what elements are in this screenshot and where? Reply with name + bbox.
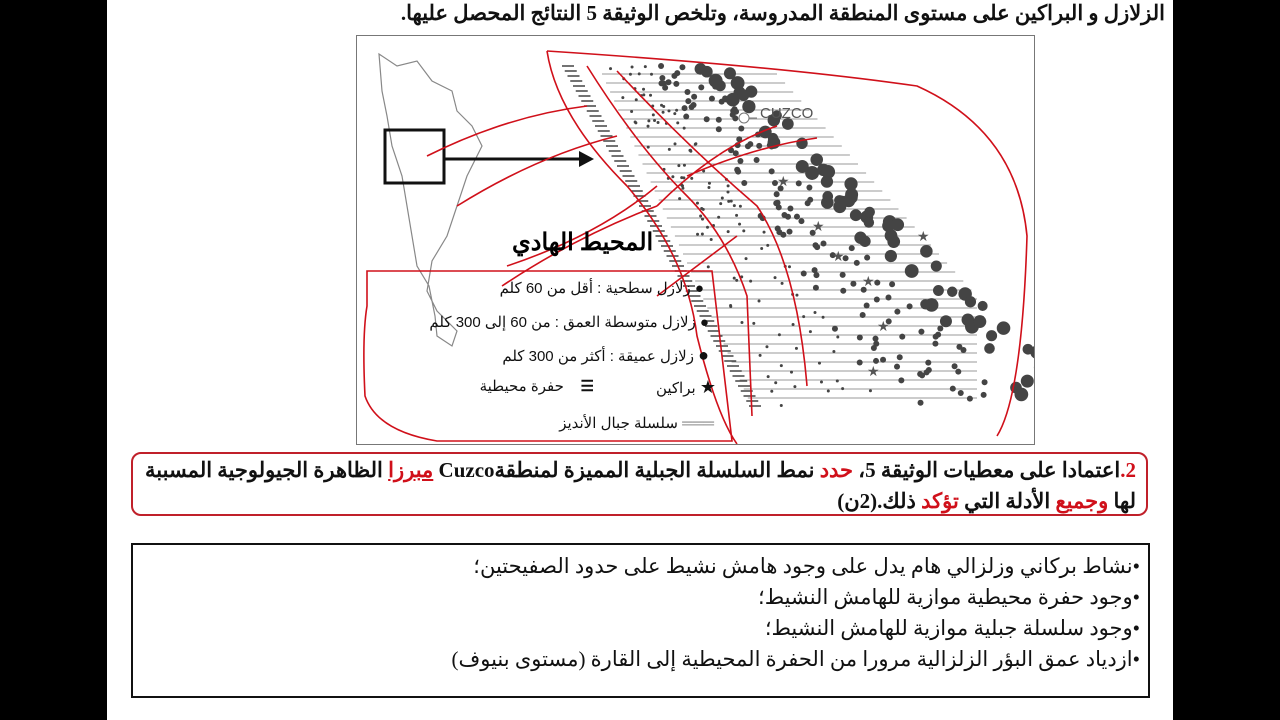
earthquake-dot bbox=[709, 96, 715, 102]
earthquake-dot bbox=[844, 177, 857, 190]
earthquake-dot bbox=[820, 380, 823, 383]
earthquake-dot bbox=[738, 126, 744, 132]
earthquake-dot bbox=[920, 299, 930, 309]
question-highlight: وجميع bbox=[1055, 489, 1109, 513]
earthquake-dot bbox=[978, 301, 988, 311]
question-text: نمط السلسلة الجبلية المميزة لمنطقة bbox=[494, 458, 820, 482]
earthquake-dot bbox=[905, 264, 919, 278]
question-text: ذلك.(2ن) bbox=[837, 489, 922, 513]
earthquake-dot bbox=[806, 184, 812, 190]
earthquake-dot bbox=[742, 229, 745, 232]
earthquake-dot bbox=[704, 116, 710, 122]
earthquake-dot bbox=[899, 334, 905, 340]
earthquake-dot bbox=[778, 333, 781, 336]
earthquake-dot bbox=[716, 126, 722, 132]
earthquake-dot bbox=[657, 121, 660, 124]
earthquake-dot bbox=[698, 84, 704, 90]
earthquake-dot bbox=[747, 141, 753, 147]
earthquake-dot bbox=[662, 111, 665, 114]
earthquake-dot bbox=[781, 212, 787, 218]
earthquake-dot bbox=[652, 113, 655, 116]
earthquake-dot bbox=[805, 200, 811, 206]
earthquake-dot bbox=[735, 214, 738, 217]
earthquake-dot bbox=[677, 164, 680, 167]
earthquake-dot bbox=[894, 364, 900, 370]
earthquake-dot bbox=[854, 260, 860, 266]
earthquake-dot bbox=[721, 196, 724, 199]
earthquake-dot bbox=[690, 177, 693, 180]
earthquake-dot bbox=[776, 229, 782, 235]
locator-box bbox=[385, 130, 444, 183]
earthquake-dot bbox=[668, 148, 671, 151]
earthquake-dot bbox=[849, 245, 855, 251]
earthquake-dot bbox=[699, 214, 702, 217]
question-text: اعتمادا على معطيات الوثيقة 5، bbox=[853, 458, 1121, 482]
city-label: CUZCO bbox=[760, 105, 814, 122]
earthquake-dot bbox=[864, 207, 875, 218]
earthquake-dot bbox=[691, 102, 697, 108]
earthquake-dot bbox=[781, 282, 784, 285]
earthquake-dot bbox=[1023, 344, 1034, 355]
earthquake-dot bbox=[673, 81, 679, 87]
earthquake-dot bbox=[659, 75, 665, 81]
earthquake-dot bbox=[630, 110, 633, 113]
earthquake-dot bbox=[827, 389, 830, 392]
earthquake-dot bbox=[836, 335, 839, 338]
legend-trench: ☰ حفرة محيطية bbox=[479, 378, 594, 395]
earthquake-dot bbox=[760, 247, 763, 250]
earthquake-dot bbox=[809, 330, 812, 333]
earthquake-dot bbox=[947, 287, 957, 297]
earthquake-dot bbox=[925, 360, 931, 366]
earthquake-dot bbox=[1021, 375, 1034, 388]
earthquake-dot bbox=[647, 146, 650, 149]
earthquake-dot bbox=[717, 216, 720, 219]
earthquake-dot bbox=[940, 315, 952, 327]
document-page bbox=[107, 0, 1173, 720]
earthquake-dot bbox=[850, 209, 862, 221]
earthquake-dot bbox=[719, 202, 722, 205]
ocean-label: المحيط الهادي bbox=[512, 230, 654, 256]
earthquake-dot bbox=[788, 265, 791, 268]
earthquake-dot bbox=[894, 309, 900, 315]
earthquake-dot bbox=[955, 369, 961, 375]
earthquake-dot bbox=[707, 265, 710, 268]
earthquake-dot bbox=[821, 175, 833, 187]
earthquake-dot bbox=[770, 390, 773, 393]
earthquake-dot bbox=[795, 347, 798, 350]
earthquake-dot bbox=[724, 67, 736, 79]
earthquake-dot bbox=[898, 377, 904, 383]
earthquake-dot bbox=[986, 330, 997, 341]
earthquake-dot bbox=[787, 206, 793, 212]
earthquake-dot bbox=[708, 182, 711, 185]
earthquake-dot bbox=[874, 280, 880, 286]
star-icon: ★ bbox=[699, 377, 716, 397]
earthquake-dot bbox=[767, 375, 770, 378]
earthquake-dot bbox=[696, 202, 699, 205]
earthquake-dot bbox=[706, 226, 709, 229]
earthquake-dot bbox=[973, 315, 986, 328]
earthquake-dot bbox=[795, 294, 798, 297]
earthquake-dot bbox=[765, 345, 768, 348]
earthquake-dot bbox=[885, 250, 897, 262]
earthquake-dot bbox=[793, 385, 796, 388]
earthquake-dot bbox=[631, 65, 634, 68]
earthquake-dot bbox=[814, 244, 820, 250]
earthquake-dot bbox=[859, 236, 870, 247]
earthquake-dot bbox=[735, 169, 741, 175]
earthquake-dot bbox=[680, 176, 683, 179]
earthquake-dot bbox=[679, 64, 685, 70]
earthquake-dot bbox=[857, 360, 863, 366]
earthquake-dot bbox=[818, 362, 821, 365]
earthquake-dot bbox=[754, 157, 760, 163]
earthquake-dot bbox=[796, 160, 809, 173]
earthquake-dot bbox=[756, 143, 762, 149]
question-2 bbox=[131, 452, 1148, 516]
earthquake-dot bbox=[790, 371, 793, 374]
cuzco-marker bbox=[739, 113, 749, 123]
earthquake-dot bbox=[716, 117, 722, 123]
earthquake-dot bbox=[675, 109, 678, 112]
earthquake-dot bbox=[658, 63, 664, 69]
earthquake-dot bbox=[671, 175, 674, 178]
volcano-star-icon: ★ bbox=[867, 364, 880, 380]
hatching-symbol-icon: ═══ bbox=[682, 415, 714, 432]
earthquake-dot bbox=[700, 207, 703, 210]
earthquake-dot bbox=[682, 105, 688, 111]
earthquake-dot bbox=[850, 281, 856, 287]
earthquake-dot bbox=[836, 379, 839, 382]
earthquake-dot bbox=[647, 119, 650, 122]
legend-intermediate: ● زلازل متوسطة العمق : من 60 إلى 300 كلم bbox=[429, 314, 709, 331]
earthquake-dot bbox=[918, 329, 924, 335]
document-5-map bbox=[356, 35, 1035, 445]
earthquake-dot bbox=[727, 184, 730, 187]
earthquake-dot bbox=[857, 334, 863, 340]
earthquake-dot bbox=[742, 100, 755, 113]
earthquake-dot bbox=[802, 315, 805, 318]
question-text: الظاهرة الجيولوجية المسببة لها bbox=[145, 458, 1136, 513]
earthquake-dot bbox=[707, 186, 710, 189]
legend-volcanoes: ★ براكين bbox=[655, 377, 716, 397]
earthquake-dot bbox=[715, 80, 726, 91]
volcano-star-icon: ★ bbox=[862, 274, 875, 290]
earthquake-dot bbox=[794, 214, 800, 220]
trench-symbol-icon: ☰ bbox=[580, 378, 594, 395]
earthquake-dot bbox=[897, 354, 903, 360]
earthquake-dot bbox=[840, 272, 846, 278]
earthquake-dot bbox=[653, 119, 656, 122]
earthquake-dot bbox=[880, 357, 886, 363]
earthquake-dot bbox=[745, 257, 748, 260]
earthquake-dot bbox=[835, 197, 847, 209]
earthquake-dot bbox=[780, 404, 783, 407]
earthquake-dot bbox=[759, 354, 762, 357]
earthquake-dot bbox=[740, 321, 743, 324]
earthquake-dot bbox=[710, 238, 713, 241]
question-verb: حدد bbox=[819, 458, 854, 482]
earthquake-dot bbox=[832, 350, 835, 353]
earthquake-dot bbox=[885, 295, 891, 301]
earthquake-dot bbox=[621, 96, 624, 99]
intro-text: الزلازل و البراكين على مستوى المنطقة المدروسة، وتلخص الوثيقة 5 النتائج المحصل عليها. bbox=[400, 1, 1165, 25]
earthquake-dot bbox=[701, 232, 704, 235]
earthquake-dot bbox=[965, 296, 976, 307]
earthquake-dot bbox=[727, 230, 730, 233]
earthquake-dot bbox=[962, 313, 975, 326]
earthquake-dot bbox=[773, 200, 779, 206]
earthquake-dot bbox=[678, 197, 681, 200]
earthquake-dot bbox=[701, 218, 704, 221]
earthquake-dot bbox=[952, 363, 958, 369]
earthquake-dot bbox=[635, 98, 638, 101]
earthquake-dot bbox=[860, 312, 866, 318]
earthquake-dot bbox=[798, 218, 804, 224]
earthquake-dot bbox=[691, 94, 697, 100]
earthquake-dot bbox=[822, 191, 833, 202]
earthquake-dot bbox=[752, 322, 755, 325]
volcano-star-icon: ★ bbox=[877, 319, 890, 335]
earthquake-dot bbox=[689, 150, 692, 153]
earthquake-dot bbox=[924, 369, 930, 375]
earthquake-dot bbox=[813, 272, 819, 278]
earthquake-dot bbox=[832, 326, 838, 332]
question-number: 2. bbox=[1120, 458, 1136, 482]
question-city: Cuzco bbox=[438, 458, 495, 482]
earthquake-dot bbox=[796, 180, 802, 186]
earthquake-dot bbox=[644, 65, 647, 68]
earthquake-dot bbox=[739, 205, 742, 208]
earthquake-dot bbox=[685, 98, 691, 104]
earthquake-dot bbox=[984, 343, 995, 354]
earthquake-dot bbox=[684, 89, 690, 95]
volcano-star-icon: ★ bbox=[777, 174, 790, 190]
earthquake-dot bbox=[638, 72, 641, 75]
earthquake-dot bbox=[774, 276, 777, 279]
earthquake-dot bbox=[907, 303, 913, 309]
earthquake-dot bbox=[937, 325, 943, 331]
earthquake-dot bbox=[933, 285, 944, 296]
legend-andes: ═══ سلسلة جبال الأنديز bbox=[559, 415, 714, 432]
earthquake-dot bbox=[787, 229, 793, 235]
earthquake-dot bbox=[694, 142, 697, 145]
earthquake-dot bbox=[667, 109, 670, 112]
earthquake-dot bbox=[958, 390, 964, 396]
earthquake-dot bbox=[730, 112, 736, 118]
earthquake-dot bbox=[814, 311, 817, 314]
earthquake-dot bbox=[763, 231, 766, 234]
earthquake-dot bbox=[674, 142, 677, 145]
earthquake-dot bbox=[642, 93, 645, 96]
earthquake-dot bbox=[733, 277, 736, 280]
question-highlight: مبرزا bbox=[388, 458, 434, 482]
earthquake-dot bbox=[950, 386, 956, 392]
earthquake-dot bbox=[933, 334, 939, 340]
earthquake-dot bbox=[696, 233, 699, 236]
earthquake-dot bbox=[873, 336, 879, 342]
earthquake-dot bbox=[634, 121, 637, 124]
earthquake-dot bbox=[982, 379, 988, 385]
earthquake-dot bbox=[727, 200, 730, 203]
earthquake-dot bbox=[774, 381, 777, 384]
earthquake-dot bbox=[801, 270, 807, 276]
earthquake-dot bbox=[733, 204, 736, 207]
earthquake-dot bbox=[749, 280, 752, 283]
answer-box bbox=[131, 543, 1150, 698]
earthquake-dot bbox=[662, 105, 665, 108]
answer-item: •وجود حفرة محيطية موازية للهامش النشيط؛ bbox=[758, 585, 1140, 609]
earthquake-dot bbox=[918, 400, 924, 406]
earthquake-dot bbox=[766, 244, 769, 247]
earthquake-dot bbox=[810, 153, 823, 166]
volcano-star-icon: ★ bbox=[832, 249, 845, 265]
earthquake-dot bbox=[738, 223, 741, 226]
earthquake-dot bbox=[741, 180, 747, 186]
earthquake-dot bbox=[960, 347, 966, 353]
earthquake-dot bbox=[609, 67, 612, 70]
earthquake-dot bbox=[729, 304, 732, 307]
earthquake-dot bbox=[673, 112, 676, 115]
earthquake-dot bbox=[822, 316, 825, 319]
volcano-star-icon: ★ bbox=[917, 229, 930, 245]
earthquake-dot bbox=[758, 300, 761, 303]
earthquake-dot bbox=[841, 387, 844, 390]
volcano-star-icon: ★ bbox=[812, 219, 825, 235]
earthquake-dot bbox=[932, 341, 938, 347]
earthquake-dot bbox=[683, 114, 689, 120]
earthquake-dot bbox=[920, 245, 933, 258]
earthquake-dot bbox=[658, 80, 664, 86]
earthquake-dot bbox=[774, 191, 780, 197]
earthquake-dot bbox=[981, 392, 987, 398]
earthquake-dot bbox=[676, 121, 679, 124]
earthquake-dot bbox=[629, 73, 632, 76]
earthquake-dot bbox=[840, 288, 846, 294]
earthquake-dot bbox=[780, 364, 783, 367]
earthquake-dot bbox=[889, 281, 895, 287]
earthquake-dot bbox=[681, 184, 684, 187]
earthquake-dot bbox=[864, 303, 870, 309]
earthquake-dot bbox=[727, 191, 730, 194]
earthquake-dot bbox=[864, 217, 874, 227]
earthquake-dot bbox=[813, 285, 819, 291]
earthquake-dot bbox=[792, 323, 795, 326]
earthquake-dot bbox=[882, 219, 895, 232]
arrow-head-icon bbox=[579, 151, 594, 167]
question-text: الأدلة التي bbox=[958, 489, 1056, 513]
earthquake-dot bbox=[650, 73, 653, 76]
earthquake-dot bbox=[864, 255, 870, 261]
earthquake-dot bbox=[874, 296, 880, 302]
earthquake-dot bbox=[967, 396, 973, 402]
earthquake-dot bbox=[931, 260, 942, 271]
answer-item: •وجود سلسلة جبلية موازية للهامش النشيط؛ bbox=[764, 616, 1140, 640]
earthquake-dot bbox=[649, 94, 652, 97]
earthquake-dot bbox=[873, 341, 879, 347]
earthquake-dot bbox=[735, 279, 738, 282]
earthquake-dot bbox=[997, 321, 1011, 335]
earthquake-dot bbox=[671, 73, 677, 79]
question-highlight: تؤكد bbox=[921, 489, 959, 513]
earthquake-dot bbox=[683, 164, 686, 167]
earthquake-dot bbox=[683, 127, 686, 130]
earthquake-dot bbox=[642, 88, 645, 91]
legend-deep: ● زلازل عميقة : أكثر من 300 كلم bbox=[502, 345, 709, 365]
earthquake-dot bbox=[768, 133, 779, 144]
earthquake-dot bbox=[887, 235, 900, 248]
answer-item: •نشاط بركاني وزلزالي هام يدل على وجود هامش نشيط على حدود الصفيحتين؛ bbox=[473, 554, 1140, 578]
earthquake-dot bbox=[726, 93, 740, 107]
legend-shallow: ● زلازل سطحية : أقل من 60 كلم bbox=[499, 280, 704, 297]
earthquake-dot bbox=[869, 389, 872, 392]
earthquake-dot bbox=[769, 168, 775, 174]
earthquake-dot bbox=[647, 125, 650, 128]
earthquake-dot bbox=[737, 158, 743, 164]
earthquake-dot bbox=[1015, 388, 1029, 402]
answer-item: •ازدياد عمق البؤر الزلزالية مرورا من الحفرة المحيطية إلى القارة (مستوى بنيوف) bbox=[451, 647, 1140, 671]
earthquake-dot bbox=[820, 240, 826, 246]
